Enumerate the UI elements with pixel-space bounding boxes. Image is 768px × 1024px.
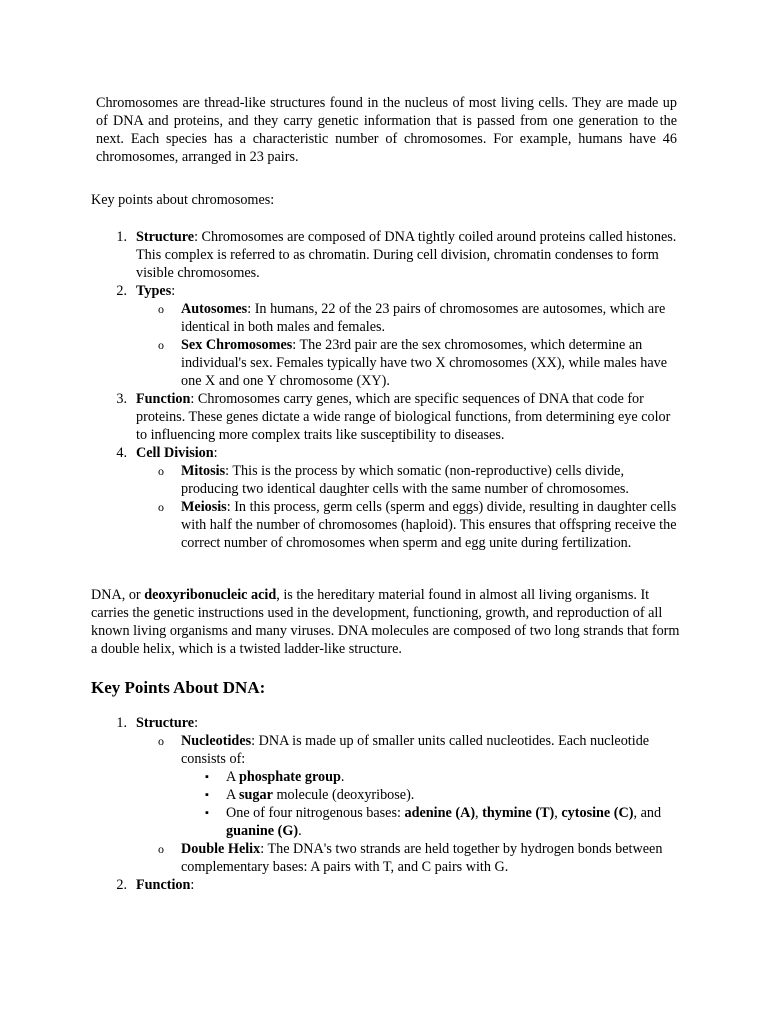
dna-paragraph: DNA, or deoxyribonucleic acid, is the hereditary material found in almost all living organisms. It carries the genetic instructions used in the development, functioning, growth, and reproduction of all known living organisms and many viruses. DNA molecules are composed of two long strands that form a double helix, which is a twisted ladder-like structure. xyxy=(91,587,680,657)
circle-bullet-icon: o xyxy=(158,338,164,352)
list-item: 2. Types: xyxy=(116,283,176,299)
square-bullet-icon: ▪ xyxy=(205,771,209,783)
circle-bullet-icon: o xyxy=(158,500,164,514)
chromosome-list xyxy=(91,228,681,552)
circle-bullet-icon: o xyxy=(158,302,164,316)
circle-bullet-icon: o xyxy=(158,734,164,748)
dna-heading: Key Points About DNA: xyxy=(91,678,266,697)
circle-bullet-icon: o xyxy=(158,842,164,856)
dna-list xyxy=(91,714,681,894)
list-item: 2. Function: xyxy=(116,877,195,893)
list-subitem: o Mitosis: This is the process by which somatic (non-reproductive) cells divide, producing two identical daughter cells with the same number of chromosomes. xyxy=(158,463,629,497)
square-bullet-icon: ▪ xyxy=(205,789,209,801)
circle-bullet-icon: o xyxy=(158,464,164,478)
list-item: 1. Structure: Chromosomes are composed of DNA tightly coiled around proteins called histones. This complex is referred to as chromatin. During cell division, chromatin condenses to form visible chromosomes. xyxy=(116,229,677,281)
list-item: 3. Function: Chromosomes carry genes, which are specific sequences of DNA that code for proteins. These genes dictate a wide range of biological functions, from determining eye color to influencing more complex traits like susceptibility to diseases. xyxy=(116,391,671,443)
list-subitem: o Sex Chromosomes: The 23rd pair are the sex chromosomes, which determine an individual's sex. Females typically have two X chromosomes (XX), while males have one X and one Y chromosome (XY). xyxy=(158,337,668,389)
square-bullet-icon: ▪ xyxy=(205,807,209,819)
intro-paragraph: Chromosomes are thread-like structures found in the nucleus of most living cells. They are made up of DNA and proteins, and they carry genetic information that is passed from one generation to the next. Each species has a characteristic number of chromosomes. For example, humans have 46 chromosomes, arranged in 23 pairs. xyxy=(96,95,677,165)
list-subitem: o Double Helix: The DNA's two strands are held together by hydrogen bonds between complementary bases: A pairs with T, and C pairs with G. xyxy=(158,841,663,875)
list-subitem: o Autosomes: In humans, 22 of the 23 pairs of chromosomes are autosomes, which are identical in both males and females. xyxy=(158,301,666,335)
list-item: 4. Cell Division: xyxy=(116,445,218,461)
list-subsubitem: ▪ A phosphate group. xyxy=(205,769,345,785)
list-subitem: o Nucleotides: DNA is made up of smaller units called nucleotides. Each nucleotide consists of: xyxy=(158,733,650,767)
chromosome-points-heading: Key points about chromosomes: xyxy=(91,192,275,208)
list-item: 1. Structure: xyxy=(116,715,199,731)
list-subsubitem: ▪ One of four nitrogenous bases: adenine (A), thymine (T), cytosine (C), and guanine (G). xyxy=(205,805,662,839)
list-subitem: o Meiosis: In this process, germ cells (sperm and eggs) divide, resulting in daughter cells with half the number of chromosomes (haploid). This ensures that offspring receive the correct number of chromosomes when sperm and egg unite during fertilization. xyxy=(158,499,677,551)
list-subsubitem: ▪ A sugar molecule (deoxyribose). xyxy=(205,787,415,803)
